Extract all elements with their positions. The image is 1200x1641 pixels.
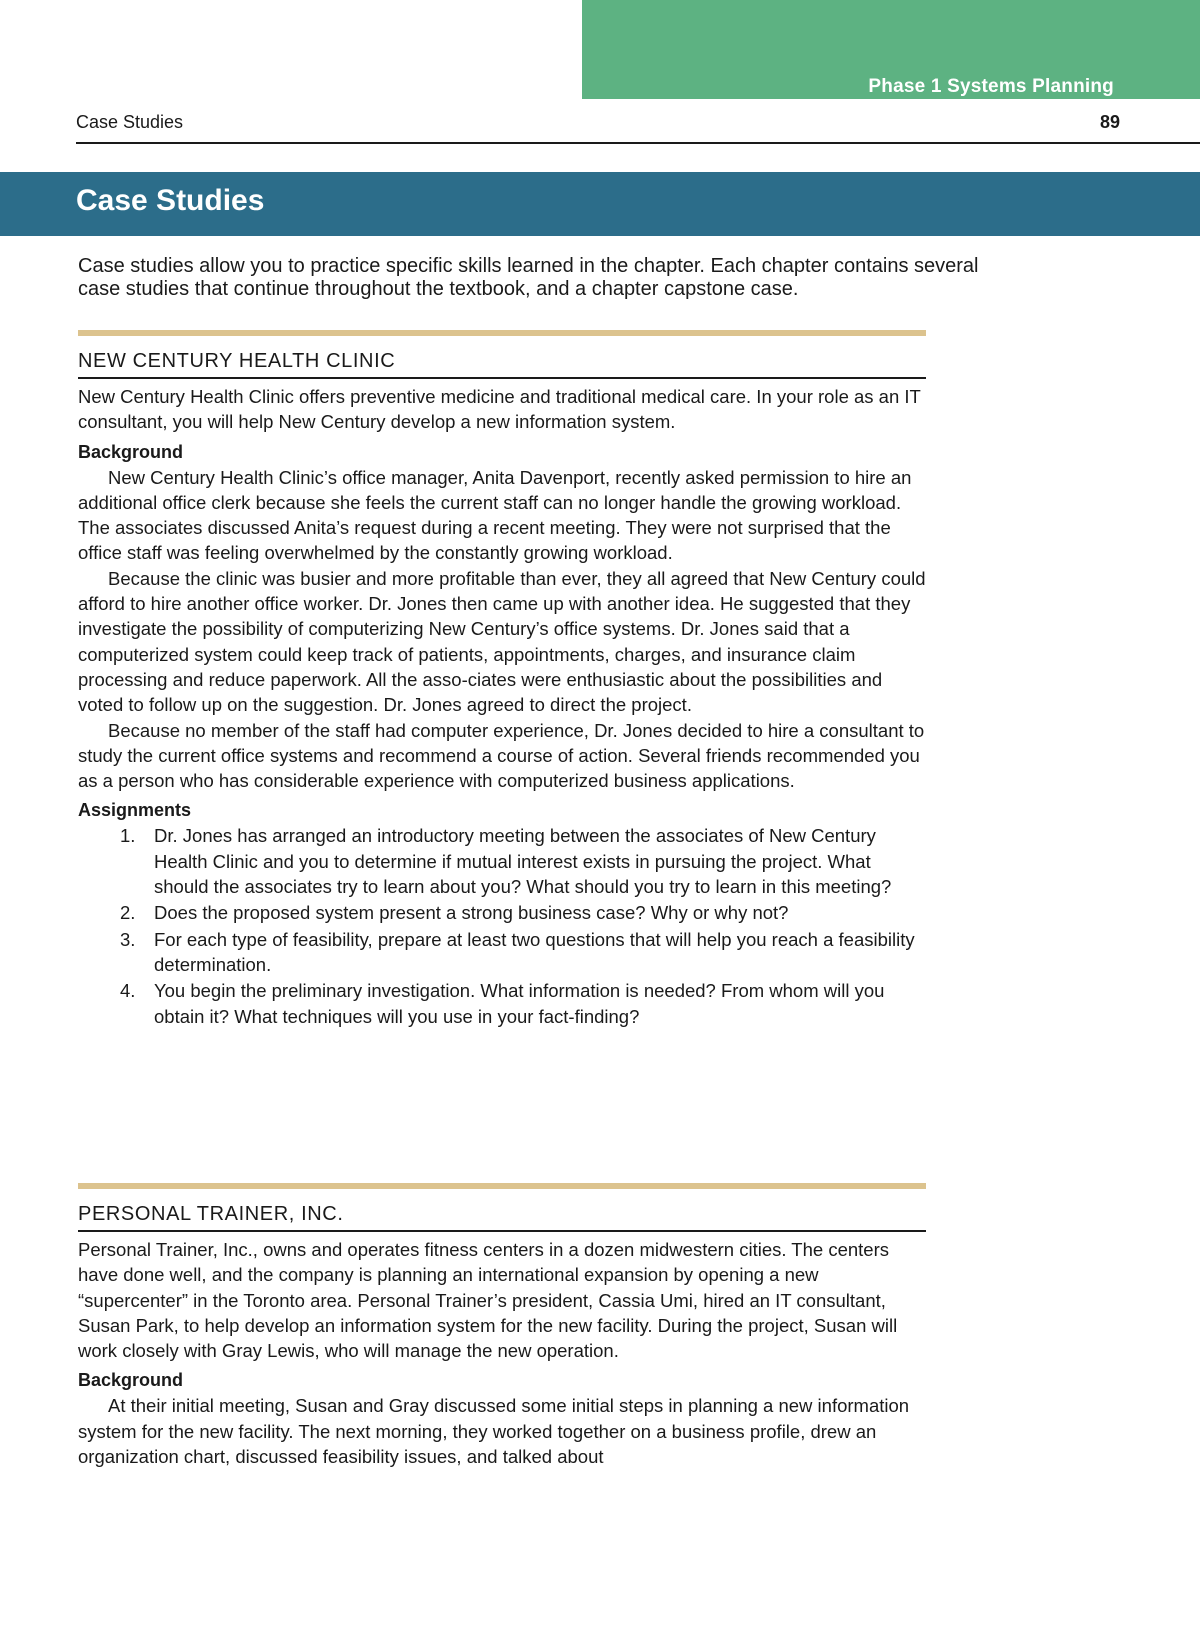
assignment-number: 1. [120, 825, 136, 847]
assignment-number: 4. [120, 980, 136, 1002]
case-divider [78, 1183, 926, 1189]
case-title: PERSONAL TRAINER, INC. [78, 1203, 926, 1232]
assignment-text: For each type of feasibility, prepare at least two questions that will help you reach a feasibility determination. [154, 928, 915, 975]
assignments-list [78, 823, 926, 1028]
background-heading: Background [78, 441, 184, 462]
case-lead: Personal Trainer, Inc., owns and operates fitness centers in a dozen midwestern cities. The centers have done well, and the company is planning an international expansion by opening a new “supercenter” in the Toronto area. Personal Trainer’s president, Cassia Umi, hired an IT consultant, Susan Park, to help develop an information system for the new facility. During the project, Susan will work closely with Gray Lewis, who will manage the new operation. [78, 1239, 898, 1362]
section-intro: Case studies allow you to practice specific skills learned in the chapter. Each chapter contains several case studies that continue throughout the textbook, and a chapter capstone case. [78, 255, 979, 300]
case-new-century [78, 330, 926, 1030]
assignments-heading: Assignments [78, 800, 192, 821]
assignment-item [78, 927, 926, 978]
case-title: NEW CENTURY HEALTH CLINIC [78, 350, 926, 379]
assignment-number: 3. [120, 928, 136, 950]
assignment-item [78, 978, 926, 1029]
assignment-item [78, 900, 926, 925]
background-heading: Background [78, 1370, 184, 1391]
header-rule-extension [1122, 142, 1200, 144]
assignment-text: Does the proposed system present a strong business case? Why or why not? [154, 902, 789, 924]
case-divider [78, 330, 926, 336]
case-personal-trainer [78, 1183, 926, 1469]
background-paragraph: New Century Health Clinic’s office manager, Anita Davenport, recently asked permission to hire an additional office clerk because she feels the current staff can no longer handle the growing workload. The associates discussed Anita’s request during a recent meeting. They were not surprised that the office staff was feeling overwhelmed by the constantly growing workload. [78, 466, 912, 564]
running-title: Case Studies [76, 112, 184, 132]
phase-label: Phase 1 Systems Planning [868, 76, 1114, 97]
case-lead: New Century Health Clinic offers preventive medicine and traditional medical care. In your role as an IT consultant, you will help New Century develop a new information system. [78, 386, 921, 433]
phase-tab [582, 0, 1200, 99]
section-banner [0, 172, 1200, 236]
page-number: 89 [1099, 112, 1120, 132]
background-paragraph: Because no member of the staff had computer experience, Dr. Jones decided to hire a consultant to study the current office systems and recommend a course of action. Several friends recommended you as a person who has considerable experience with computerized business applications. [78, 719, 925, 792]
background-paragraph: At their initial meeting, Susan and Gray discussed some initial steps in planning a new information system for the new facility. The next morning, they worked together on a business profile, drew an organization chart, discussed feasibility issues, and talked about [78, 1395, 910, 1468]
background-paragraph: Because the clinic was busier and more profitable than ever, they all agreed that New Century could afford to hire another office worker. Dr. Jones then came up with another idea. He suggested that they investigate the possibility of computerizing New Century’s office systems. Dr. Jones said that a computerized system could keep track of patients, appointments, charges, and insurance claim processing and reduce paperwork. All the asso-ciates were enthusiastic about the possibilities and voted to follow up on the suggestion. Dr. Jones agreed to direct the project. [78, 567, 926, 716]
section-title: Case Studies [76, 184, 265, 217]
assignment-number: 2. [120, 902, 136, 924]
assignment-item [78, 823, 926, 899]
assignment-text: You begin the preliminary investigation. What information is needed? From whom will you obtain it? What techniques will you use in your fact-finding? [154, 980, 885, 1027]
assignment-text: Dr. Jones has arranged an introductory meeting between the associates of New Century Health Clinic and you to determine if mutual interest exists in pursuing the project. What should the associates try to learn about you? What should you try to learn in this meeting? [154, 825, 892, 898]
running-head [76, 110, 1122, 144]
